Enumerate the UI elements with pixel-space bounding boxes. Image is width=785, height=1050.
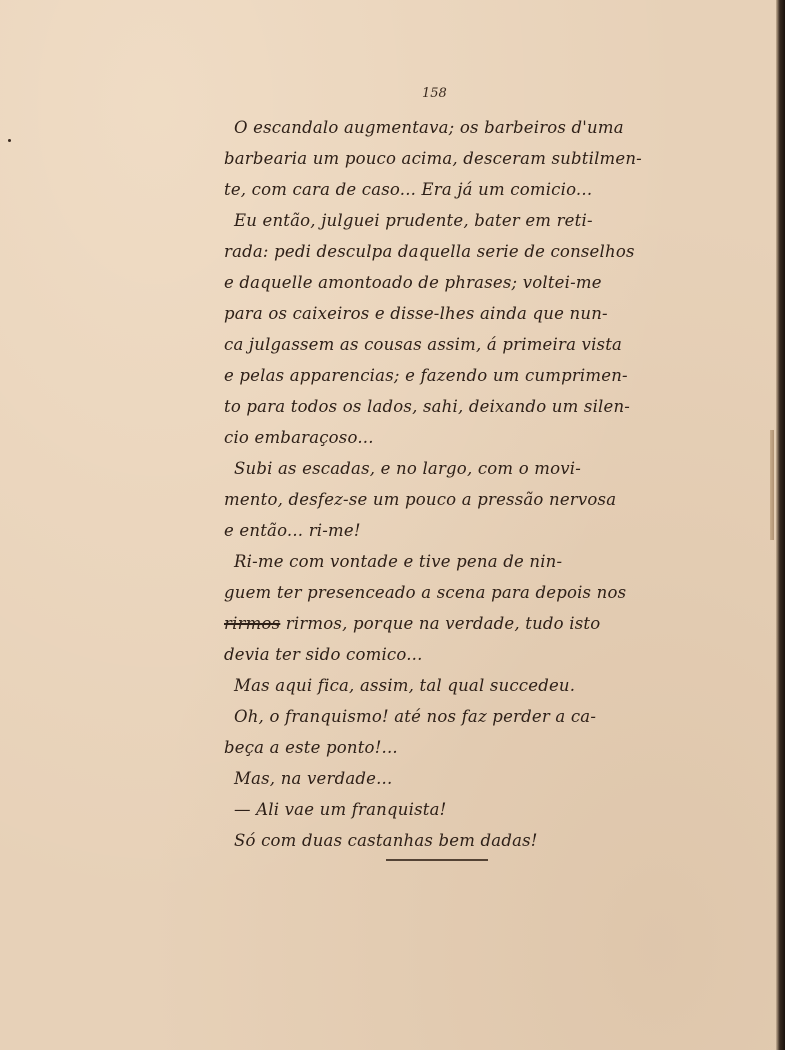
text-line: barbearia um pouco acima, desceram subtilmen- (224, 149, 642, 168)
text-line: guem ter presenceado a scena para depois nos (224, 583, 627, 602)
text-line: Subi as escadas, e no largo, com o movi- (234, 459, 582, 478)
text-line: Mas, na verdade... (234, 769, 393, 788)
closing-rule (386, 859, 488, 861)
text-line: O escandalo augmentava; os barbeiros d'uma (234, 118, 624, 137)
text-line: te, com cara de caso... Era já um comicio... (224, 180, 593, 199)
margin-mark (8, 139, 11, 142)
binding-edge (776, 0, 785, 1050)
text-line: para os caixeiros e disse-lhes ainda que nun- (224, 304, 608, 323)
text-line: cio embaraçoso... (224, 428, 374, 447)
text-line: Só com duas castanhas bem dadas! (234, 831, 538, 850)
text-line: Mas aqui fica, assim, tal qual succedeu. (234, 676, 576, 695)
text-line: beça a este ponto!... (224, 738, 398, 757)
text-line: rada: pedi desculpa daquella serie de conselhos (224, 242, 635, 261)
text-line: Eu então, julguei prudente, bater em reti- (234, 211, 593, 230)
text-line: — Ali vae um franquista! (234, 800, 447, 819)
text-line: e então... ri-me! (224, 521, 361, 540)
struck-out-word: rirmos (224, 614, 281, 633)
text-line: to para todos os lados, sahi, deixando um silen- (224, 397, 631, 416)
text-line-remainder: rirmos, porque na verdade, tudo isto (285, 614, 601, 633)
text-line: mento, desfez-se um pouco a pressão nervosa (224, 490, 617, 509)
page-number: 158 (422, 86, 447, 101)
paper-fold (770, 430, 774, 540)
text-line: e pelas apparencias; e fazendo um cumprimen- (224, 366, 628, 385)
text-line: devia ter sido comico... (224, 645, 423, 664)
handwritten-text (224, 112, 680, 856)
text-line-with-strikeout (224, 608, 680, 639)
text-line: Ri-me com vontade e tive pena de nin- (234, 552, 563, 571)
text-line: ca julgassem as cousas assim, á primeira vista (224, 335, 623, 354)
text-line: Oh, o franquismo! até nos faz perder a ca- (234, 707, 597, 726)
text-line: e daquelle amontoado de phrases; voltei-me (224, 273, 602, 292)
